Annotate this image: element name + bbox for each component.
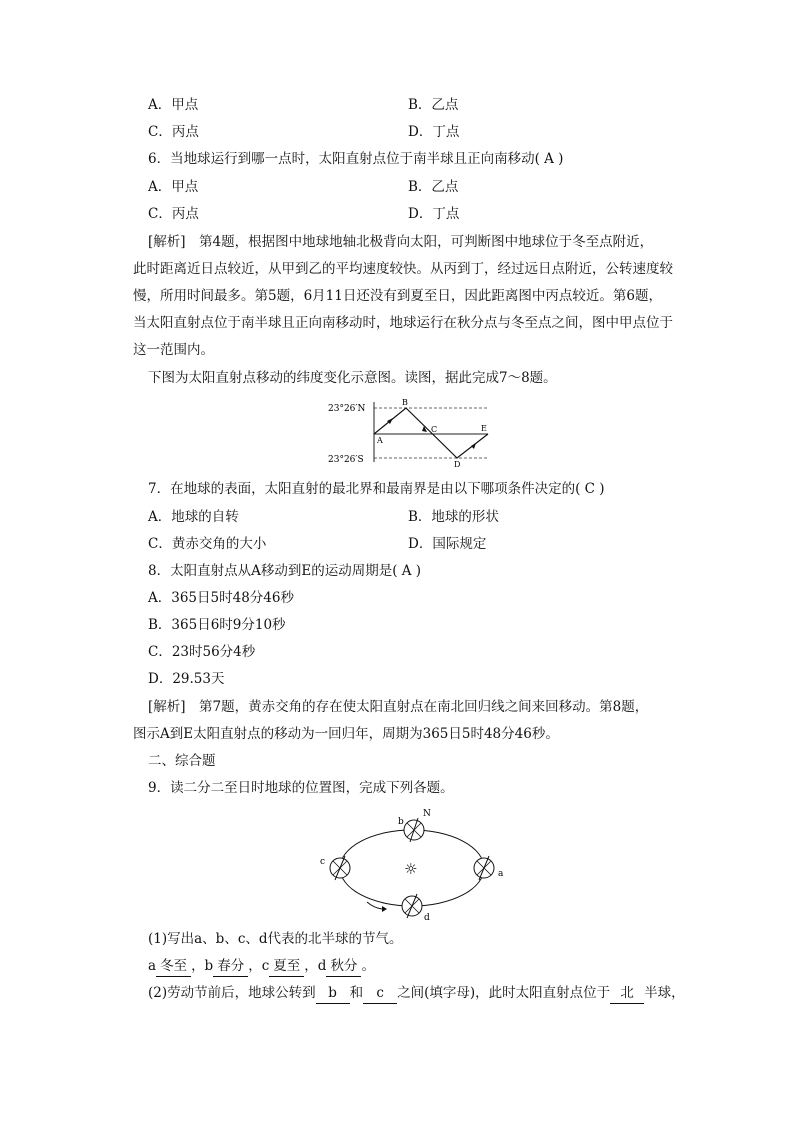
earth-b [404,818,424,842]
analysis-line: [解析] 第7题，黄赤交角的存在使太阳直射点在南北回归线之间来回移动。第8题， [148,699,649,715]
q6-option-c: C．丙点 [148,206,199,222]
lat-south-label: 23°26′S [328,455,364,465]
answer-1: b [316,983,350,1004]
point-e-label: E [481,424,487,433]
question-7-stem: 7．在地球的表面，太阳直射的最北界和最南界是由以下哪项条件决定的( C ) [148,481,605,497]
q8-option-c: C．23时56分4秒 [148,644,256,660]
end-mark: 。 [361,958,375,974]
q7-option-b: B．地球的形状 [408,509,499,525]
analysis-line: 慢，所用时间最多。第5题，6月11日还没有到夏至日，因此距离图中丙点较近。第6题， [133,288,662,304]
b-label: ，b [191,958,214,974]
analysis-line: 这一范围内。 [133,342,214,358]
point-d-label: D [454,460,461,468]
label-a: a [498,869,504,879]
q7-option-c: C．黄赤交角的大小 [148,536,267,552]
label-c: c [320,857,326,867]
question-9-stem: 9．读二分二至日时地球的位置图，完成下列各题。 [148,780,454,796]
north-label: N [423,809,431,819]
q7-option-a: A．地球的自转 [148,509,239,525]
answer-2: c [363,983,397,1004]
q6-option-d: D．丁点 [408,206,460,222]
option-c: C．丙点 [148,124,199,140]
point-a-label: A [377,436,383,445]
q8-option-d: D．29.53天 [148,671,225,687]
option-a: A．甲点 [148,97,199,113]
q6-option-a: A．甲点 [148,179,199,195]
q8-option-a: A．365日5时48分46秒 [148,590,294,606]
q9-2-part2: 和 [349,985,364,1001]
question-9-1-answers [148,956,375,977]
section-heading: 二、综合题 [148,753,216,769]
answer-a: 冬至 [156,956,191,977]
analysis-line: [解析] 第4题，根据图中地球地轴北极背向太阳，可判断图中地球位于冬至点附近， [148,234,654,250]
sun-icon: ☼ [404,860,418,878]
subsolar-point-diagram [326,396,496,468]
earth-c [330,856,350,880]
q9-2-part4: 半球， [644,985,685,1001]
question-8-stem: 8．太阳直射点从A移动到E的运动周期是( A ) [148,563,422,579]
q9-2-part3: 之间(填字母)，此时太阳直射点位于 [397,985,611,1001]
earth-d [402,894,422,918]
q9-2-part1: (2)劳动节前后，地球公转到 [148,985,316,1001]
option-b: B．乙点 [408,97,459,113]
analysis-line: 图示A到E太阳直射点的移动为一回归年，周期为365日5时48分46秒。 [133,726,559,742]
analysis-line: 当太阳直射点位于南半球且正向南移动时，地球运行在秋分点与冬至点之间，图中甲点位于 [133,315,673,331]
earth-a [474,856,494,880]
label-b: b [398,817,404,827]
q8-option-b: B．365日6时9分10秒 [148,617,286,633]
q7-option-d: D．国际规定 [408,536,487,552]
label-d: d [424,913,430,923]
answer-d: 秋分 [326,956,361,977]
a-label: a [148,958,157,974]
answer-3: 北 [610,983,644,1004]
question-9-2 [148,983,685,1004]
option-d: D．丁点 [408,124,460,140]
point-c-label: C [431,425,438,434]
c-label: ，c [248,958,270,974]
earth-orbit-diagram [312,802,512,924]
lat-north-label: 23°26′N [328,404,366,414]
point-b-label: B [402,398,408,407]
q6-option-b: B．乙点 [408,179,459,195]
answer-c: 夏至 [269,956,304,977]
question-9-1-stem: (1)写出a、b、c、d代表的北半球的节气。 [148,931,403,947]
d-label: ，d [304,958,327,974]
intro-7-8: 下图为太阳直射点移动的纬度变化示意图。读图，据此完成7～8题。 [148,370,557,386]
question-6-stem: 6．当地球运行到哪一点时，太阳直射点位于南半球且正向南移动( A ) [148,151,564,167]
analysis-line: 此时距离近日点较近，从甲到乙的平均速度较快。从丙到丁，经过远日点附近，公转速度较 [133,261,673,277]
answer-b: 春分 [213,956,248,977]
